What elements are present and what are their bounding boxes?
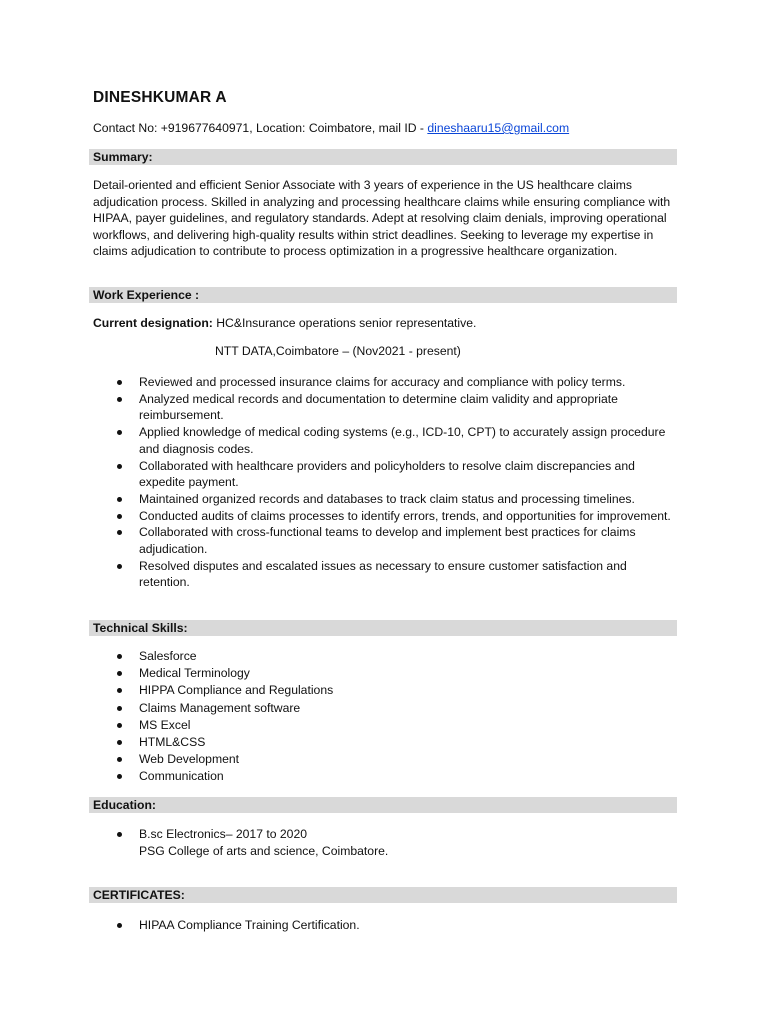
designation-value: HC&Insurance operations senior representative. — [212, 316, 477, 330]
list-item: Collaborated with healthcare providers and policyholders to resolve claim discrepancies and expedite payment. — [93, 458, 677, 491]
contact-text: Contact No: +919677640971, Location: Coimbatore, mail ID - — [93, 121, 428, 135]
list-item: Resolved disputes and escalated issues as necessary to ensure customer satisfaction and retention. — [93, 558, 677, 591]
contact-line — [93, 121, 677, 135]
list-item — [93, 826, 677, 859]
list-item: Salesforce — [93, 648, 677, 665]
list-item: HTML&CSS — [93, 734, 677, 751]
email-link[interactable]: dineshaaru15@gmail.com — [427, 121, 570, 135]
summary-text: Detail-oriented and efficient Senior Associate with 3 years of experience in the US healthcare claims adjudication process. Skilled in analyzing and processing healthcare claims while ensuring compliance with HIPAA, payer guidelines, and regulatory standards. Adept at resolving claim denials, improving operational workflows, and delivering high-quality results within strict deadlines. Seeking to leverage my expertise in claims adjudication to contribute to process optimization in a progressive healthcare organization. — [93, 178, 671, 259]
designation-label: Current designation: — [93, 316, 213, 330]
work-bullet-list — [93, 374, 677, 591]
list-item: Conducted audits of claims processes to identify errors, trends, and opportunities for improvement. — [93, 508, 677, 525]
education-degree: B.sc Electronics– 2017 to 2020 — [139, 827, 308, 841]
education-list — [93, 826, 677, 859]
list-item: Analyzed medical records and documentation to determine claim validity and appropriate reimbursement. — [93, 391, 677, 424]
certificates-list — [93, 917, 677, 934]
list-item: HIPPA Compliance and Regulations — [93, 682, 677, 699]
company-line: NTT DATA,Coimbatore – (Nov2021 - present) — [215, 344, 461, 358]
current-designation — [93, 316, 677, 330]
list-item: Medical Terminology — [93, 665, 677, 682]
work-experience-heading: Work Experience : — [89, 287, 677, 303]
list-item: HIPAA Compliance Training Certification. — [93, 917, 677, 934]
list-item: Communication — [93, 768, 677, 785]
certificates-heading: CERTIFICATES: — [89, 887, 677, 903]
candidate-name: DINESHKUMAR A — [93, 89, 227, 106]
skills-list — [93, 648, 677, 786]
list-item: Maintained organized records and databases to track claim status and processing timelines. — [93, 491, 677, 508]
list-item: MS Excel — [93, 717, 677, 734]
education-heading: Education: — [89, 797, 677, 813]
list-item: Collaborated with cross-functional teams to develop and implement best practices for claims adjudication. — [93, 524, 677, 557]
education-college: PSG College of arts and science, Coimbatore. — [139, 843, 389, 858]
summary-heading: Summary: — [89, 149, 677, 165]
list-item: Reviewed and processed insurance claims for accuracy and compliance with policy terms. — [93, 374, 677, 391]
technical-skills-heading: Technical Skills: — [89, 620, 677, 636]
list-item: Applied knowledge of medical coding systems (e.g., ICD-10, CPT) to accurately assign procedure and diagnosis codes. — [93, 424, 677, 457]
list-item: Web Development — [93, 751, 677, 768]
list-item: Claims Management software — [93, 700, 677, 717]
